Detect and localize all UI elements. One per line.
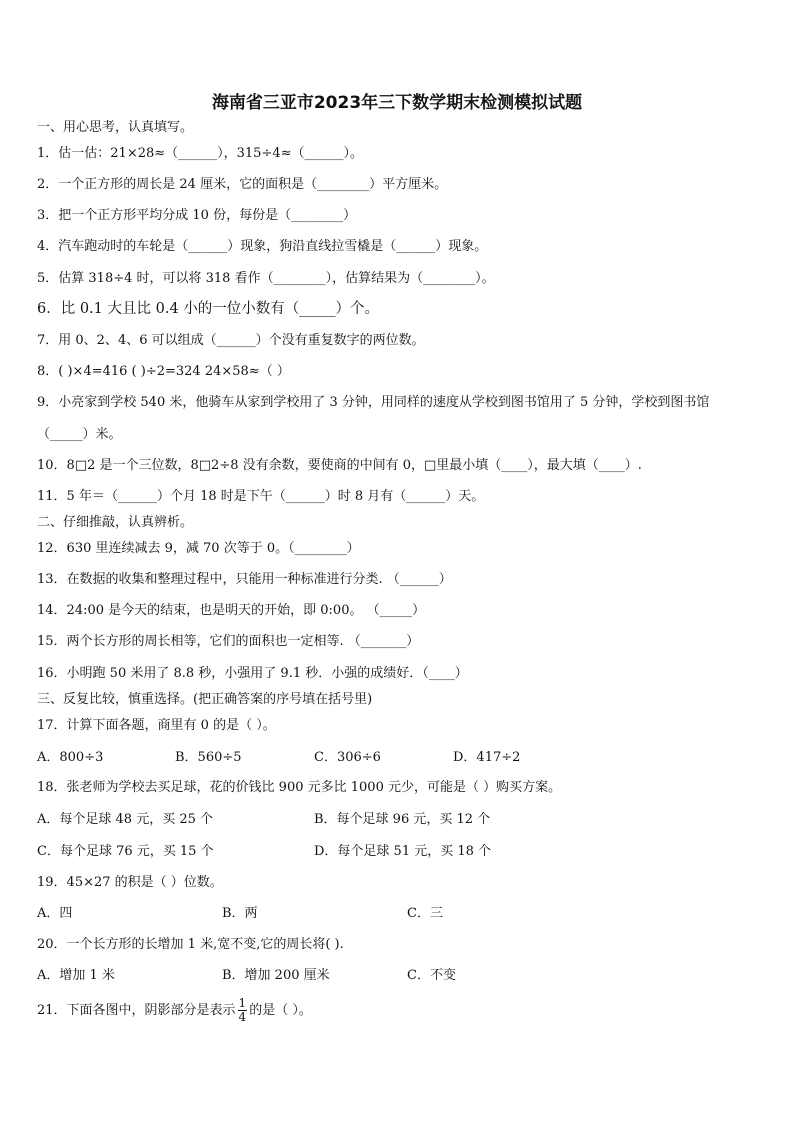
question-18: 18．张老师为学校去买足球，花的价钱比 900 元多比 1000 元少，可能是（ ）购买方案。	[37, 780, 562, 795]
question-6: 6．比 0.1 大且比 0.4 小的一位小数有（_____）个。	[37, 301, 380, 317]
fraction-numerator: 1	[238, 996, 247, 1010]
question-14: 14．24:00 是今天的结束，也是明天的开始，即 0:00。 （_____）	[37, 603, 426, 618]
question-17: 17．计算下面各题，商里有 0 的是（ ）。	[37, 718, 276, 733]
question-2: 2．一个正方形的周长是 24 厘米，它的面积是（________）平方厘米。	[37, 177, 448, 192]
q19-option-c: C．三	[407, 906, 443, 921]
question-20: 20．一个长方形的长增加 1 米,宽不变,它的周长将( ).	[37, 937, 344, 952]
question-15: 15．两个长方形的周长相等，它们的面积也一定相等. （_______）	[37, 634, 420, 649]
page-title: 海南省三亚市2023年三下数学期末检测模拟试题	[211, 93, 583, 113]
section-3-heading: 三、反复比较，慎重选择。(把正确答案的序号填在括号里)	[37, 692, 373, 707]
q17-option-c: C．306÷6	[314, 750, 381, 765]
question-4: 4．汽车跑动时的车轮是（______）现象，狗沿直线拉雪橇是（______）现象。	[37, 239, 488, 254]
q17-option-d: D．417÷2	[453, 750, 521, 765]
section-2-heading: 二、仔细推敲，认真辨析。	[37, 515, 194, 530]
question-3: 3．把一个正方形平均分成 10 份，每份是（________）	[37, 208, 357, 223]
q21-text-before: 21．下面各图中，阴影部分是表示	[37, 1003, 236, 1018]
q21-text-after: 的是（ ）。	[249, 1003, 312, 1018]
question-16: 16．小明跑 50 米用了 8.8 秒，小强用了 9.1 秒．小强的成绩好．（____）	[37, 666, 468, 681]
q18-option-a: A．每个足球 48 元，买 25 个	[37, 812, 214, 827]
fraction-denominator: 4	[238, 1010, 247, 1024]
question-19: 19．45×27 的积是（ ）位数。	[37, 875, 223, 890]
q19-option-a: A．四	[37, 906, 73, 921]
q17-option-b: B．560÷5	[175, 750, 242, 765]
question-5: 5．估算 318÷4 时，可以将 318 看作（________），估算结果为（________）。	[37, 271, 495, 286]
question-1: 1．估一估：21×28≈（______），315÷4≈（______）。	[37, 146, 364, 161]
q19-option-b: B．两	[222, 906, 258, 921]
question-9-line-2: （_____）米。	[37, 427, 122, 442]
q18-option-d: D．每个足球 51 元，买 18 个	[314, 844, 492, 859]
q18-option-b: B．每个足球 96 元，买 12 个	[314, 812, 491, 827]
question-13: 13．在数据的收集和整理过程中，只能用一种标准进行分类. （______）	[37, 572, 452, 587]
question-8: 8．( )×4=416 ( )÷2=324 24×58≈（ ）	[37, 364, 290, 379]
question-7: 7．用 0、2、4、6 可以组成（______）个没有重复数字的两位数。	[37, 333, 425, 348]
q20-option-c: C．不变	[407, 968, 456, 983]
question-21	[37, 996, 774, 1026]
question-12: 12．630 里连续减去 9，减 70 次等于 0。（________）	[37, 541, 360, 556]
q20-option-a: A．增加 1 米	[37, 968, 115, 983]
fraction-one-quarter	[238, 997, 248, 1024]
question-11: 11．5 年＝（______）个月 18 时是下午（______）时 8 月有（______）天。	[37, 489, 485, 504]
question-10: 10．8□2 是一个三位数，8□2÷8 没有余数，要使商的中间有 0，□里最小填（____），最大填（____）.	[37, 458, 642, 473]
question-9-line-1: 9．小亮家到学校 540 米，他骑车从家到学校用了 3 分钟，用同样的速度从学校到图书馆用了 5 分钟，学校到图书馆	[37, 395, 710, 410]
q17-option-a: A．800÷3	[37, 750, 104, 765]
q18-option-c: C．每个足球 76 元，买 15 个	[37, 844, 214, 859]
q20-option-b: B．增加 200 厘米	[222, 968, 330, 983]
section-1-heading: 一、用心思考，认真填写。	[37, 120, 194, 135]
